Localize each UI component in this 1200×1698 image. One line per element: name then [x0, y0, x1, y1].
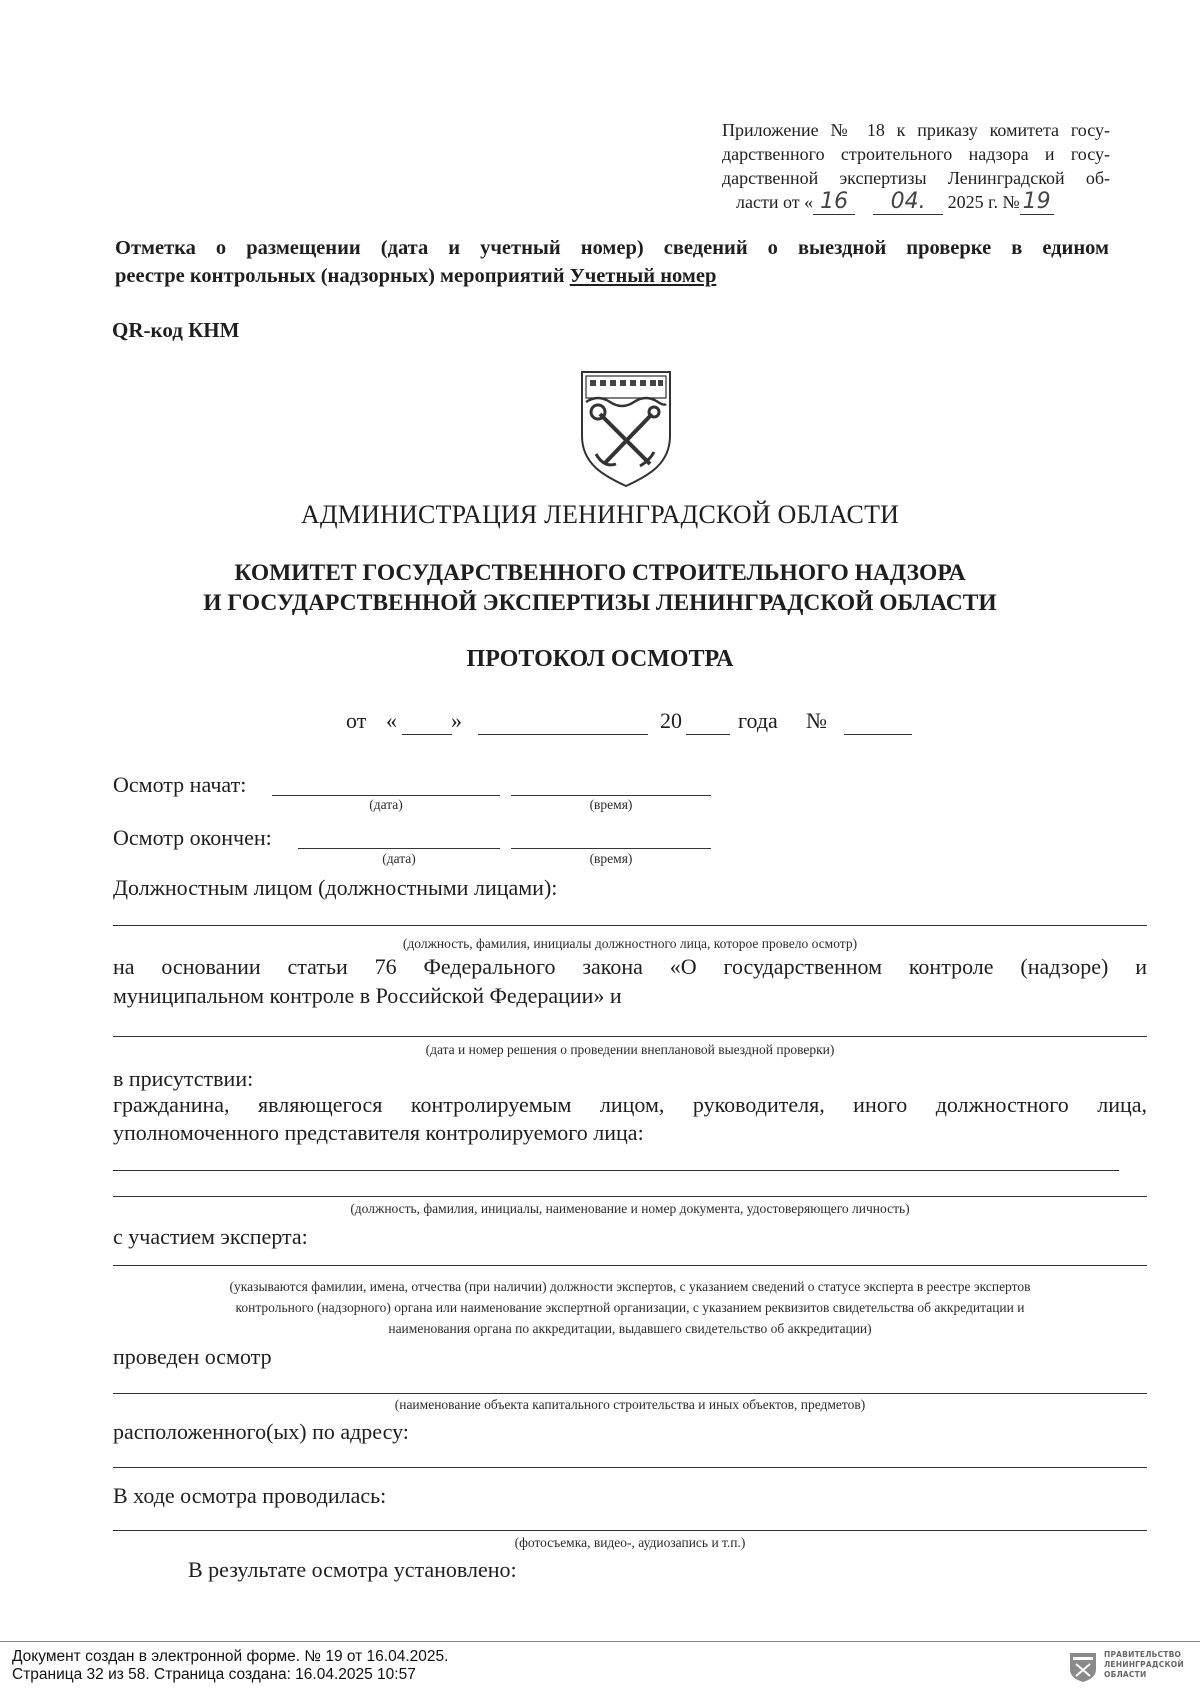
start-date-line[interactable] [272, 795, 500, 796]
object-line[interactable] [113, 1393, 1147, 1394]
date-close-quote: » [451, 708, 462, 733]
page-title: ПРОТОКОЛ ОСМОТРА [466, 646, 734, 672]
caption-expert-line: (указываются фамилии, имена, отчества (при наличии) должности экспертов, с указанием сведений о статусе эксперта в реестре экспертов [229, 1279, 1031, 1294]
caption-date: (дата) [382, 851, 416, 866]
appendix-block [722, 118, 1110, 215]
appendix-date-line [722, 190, 1110, 215]
registry-note-line: реестре контрольных (надзорных) мероприятий [115, 265, 565, 287]
appendix-line: дарственной экспертизы Ленинградской об- [722, 168, 1110, 188]
end-date-line[interactable] [298, 848, 500, 849]
government-emblem-icon [1068, 1651, 1098, 1688]
officials-label: Должностным лицом (должностными лицами): [113, 875, 558, 900]
date-ot: от [346, 708, 367, 733]
committee-line: КОМИТЕТ ГОСУДАРСТВЕННОГО СТРОИТЕЛЬНОГО НАДЗОРА [234, 560, 966, 586]
handwritten-month: 04. [890, 189, 926, 214]
administration-heading: АДМИНИСТРАЦИЯ ЛЕНИНГРАДСКОЙ ОБЛАСТИ [300, 500, 900, 529]
citizen-line: гражданина, являющегося контролируемым лицом, руководителя, иного должностного лица, [113, 1092, 1147, 1117]
registry-note-line: Отметка о размещении (дата и учетный номер) сведений о выездной проверке в едином [115, 237, 1109, 259]
date-month-line[interactable] [478, 734, 648, 735]
date-year-line[interactable] [686, 734, 730, 735]
date-number-sign: № [806, 708, 827, 733]
appendix-line: Приложение № 18 к приказу комитета госу- [722, 120, 1110, 140]
coat-of-arms-icon [578, 368, 674, 488]
caption-expert [113, 1276, 1147, 1339]
date-open-quote: « [386, 708, 397, 733]
person-line-2[interactable] [113, 1196, 1147, 1197]
footer-line: Документ создан в электронной форме. № 19 от 16.04.2025. [12, 1648, 449, 1665]
caption-decision: (дата и номер решения о проведении внеплановой выездной проверки) [425, 1042, 835, 1057]
located-label: расположенного(ых) по адресу: [113, 1419, 409, 1444]
official-line[interactable] [113, 925, 1147, 926]
caption-official: (должность, фамилия, инициалы должностного лица, которое провело осмотр) [402, 936, 858, 951]
date-goda: года [738, 708, 778, 733]
logo-text-line: ОБЛАСТИ [1104, 1670, 1147, 1679]
registry-number-label: Учетный номер [569, 265, 717, 287]
logo-text-line: ЛЕНИНГРАДСКОЙ [1104, 1660, 1184, 1669]
appendix-date-prefix: ласти от « [736, 192, 814, 212]
government-logo [1068, 1647, 1196, 1687]
during-label: В ходе осмотра проводилась: [113, 1483, 387, 1508]
result-label: В результате осмотра установлено: [188, 1557, 517, 1582]
committee-heading [0, 558, 1200, 618]
basis-line: муниципальном контроле в Российской Федерации» и [113, 983, 622, 1008]
presence-label: в присутствии: [113, 1066, 254, 1091]
end-time-line[interactable] [511, 848, 711, 849]
inspection-ended-label: Осмотр окончен: [113, 825, 272, 850]
inspection-started-label: Осмотр начат: [113, 772, 247, 797]
footer-text [12, 1648, 448, 1684]
qr-label: QR-код КНМ [112, 318, 240, 342]
person-line-1[interactable] [113, 1170, 1119, 1171]
footer-line: Страница 32 из 58. Страница создана: 16.04.2025 10:57 [12, 1666, 416, 1683]
logo-text-line: ПРАВИТЕЛЬСТВО [1104, 1650, 1182, 1659]
appendix-line: дарственного строительного надзора и госу- [722, 144, 1110, 164]
caption-object: (наименование объекта капитального строительства и иных объектов, предметов) [394, 1397, 866, 1412]
expert-label: с участием эксперта: [113, 1224, 308, 1249]
caption-media: (фотосъемка, видео-, аудиозапись и т.п.) [514, 1535, 746, 1550]
protocol-number-line[interactable] [844, 734, 912, 735]
start-time-line[interactable] [511, 795, 711, 796]
caption-time: (время) [589, 797, 633, 812]
citizen-line: уполномоченного представителя контролируемого лица: [113, 1120, 644, 1145]
caption-expert-line: наименования органа по аккредитации, выдавшего свидетельство об аккредитации) [388, 1321, 872, 1336]
media-line[interactable] [113, 1530, 1147, 1531]
caption-person: (должность, фамилия, инициалы, наименование и номер документа, удостоверяющего личность) [350, 1201, 910, 1216]
caption-time: (время) [589, 851, 633, 866]
appendix-year: 2025 г. № [947, 192, 1020, 212]
handwritten-number: 19 [1022, 189, 1051, 214]
date-day-line[interactable] [402, 734, 452, 735]
handwritten-day: 16 [820, 189, 849, 214]
registry-note [115, 234, 1109, 290]
basis-line: на основании статьи 76 Федерального закона «О государственном контроле (надзоре) и [113, 954, 1147, 979]
committee-line: И ГОСУДАРСТВЕННОЙ ЭКСПЕРТИЗЫ ЛЕНИНГРАДСКОЙ ОБЛАСТИ [203, 590, 997, 616]
footer-separator [0, 1641, 1200, 1642]
caption-date: (дата) [369, 797, 403, 812]
decision-line[interactable] [113, 1036, 1147, 1037]
expert-line[interactable] [113, 1265, 1147, 1266]
address-line[interactable] [113, 1467, 1147, 1468]
conducted-label: проведен осмотр [113, 1344, 272, 1369]
caption-expert-line: контрольного (надзорного) органа или наименование экспертной организации, с указанием реквизитов свидетельства об аккредитации и [235, 1300, 1025, 1315]
date-century: 20 [660, 708, 682, 733]
